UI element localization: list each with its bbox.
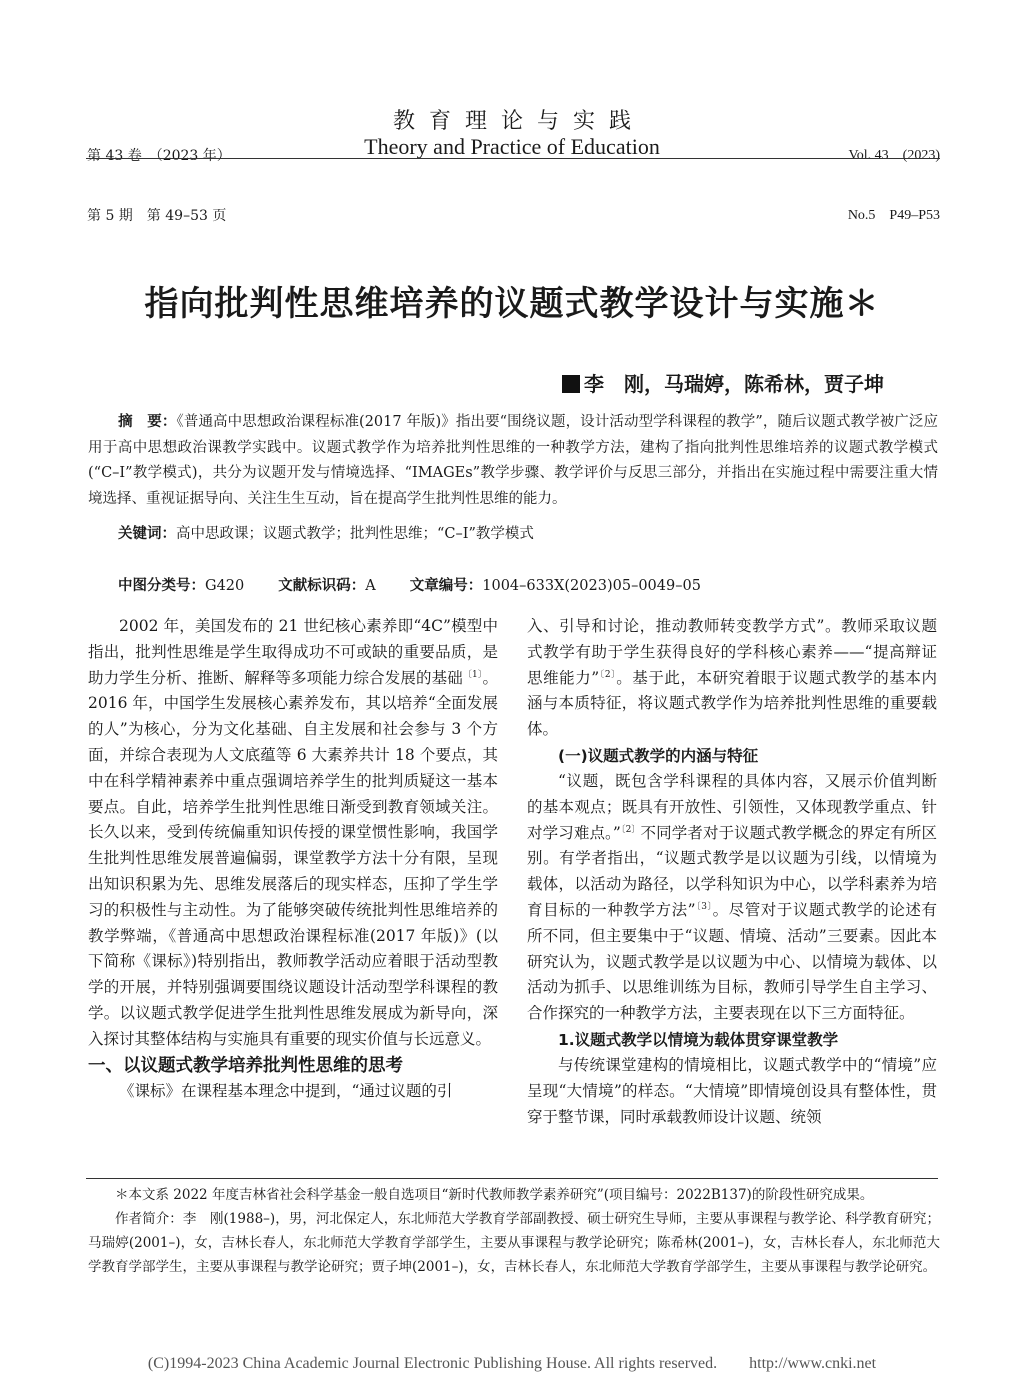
keywords-label: 关键词： xyxy=(118,526,176,542)
section-heading: 一、以议题式教学培养批判性思维的思考 xyxy=(88,1055,403,1076)
volume-line-en: Vol. 43 (2023) xyxy=(848,148,940,163)
abstract-text: 《普通高中思想政治课程标准(2017 年版)》指出要“围绕议题，设计活动型学科课程的教学”，随后议题式教学被广泛应用于高中思想政治课教学实践中。议题式教学作为培养批判性思维的一种教学方法，建构了指向批判性思维培养的议题式教学模式(“C–I”教学模式)，共分为议题开发与情境选择、“IMAGEs”教学步骤、教学评价与反思三部分，并指出在实施过程中需要注重大情境选择、重视证据导向、关注生生互动，旨在提高学生批判性思维的能力。 xyxy=(88,414,938,507)
citation-ref[interactable]: 〔2〕 xyxy=(620,824,641,835)
article-number-value: 1004–633X(2023)05–0049–05 xyxy=(482,578,701,594)
copyright-footer: (C)1994-2023 China Academic Journal Electronic Publishing House. All rights reserved. http://www.cnki.net xyxy=(147,1355,877,1372)
body-paragraph: 与传统课堂建构的情境相比，议题式教学中的“情境”应呈现“大情境”的样态。“大情境”即情境创设具有整体性，贯穿于整节课，同时承载教师设计议题、统领 xyxy=(527,1055,937,1126)
author-line xyxy=(562,368,884,397)
issue-pages-line-en: No.5 P49–P53 xyxy=(847,208,940,223)
author-bio: 作者简介：李 刚(1988–)，男，河北保定人，东北师范大学教育学部副教授、硕士研究生导师，主要从事课程与教学论、科学教育研究；马瑞婷(2001–)，女，吉林长春人，东北师范大学教育学部学生，主要从事课程与教学论研究；陈希林(2001–)，女，吉林长春人，东北师范大学教育学部学生，主要从事课程与教学论研究；贾子坤(2001–)，女，吉林长春人，东北师范大学教育学部学生，主要从事课程与教学论研究。 xyxy=(88,1211,940,1275)
abstract-label: 摘 要： xyxy=(118,414,177,430)
article-number-label: 文章编号： xyxy=(409,578,483,594)
footnote xyxy=(88,1183,940,1279)
doc-code-label: 文献标识码： xyxy=(278,578,366,594)
body-right-column xyxy=(527,614,937,1130)
body-paragraph: 入、引导和讨论，推动教师转变教学方式”。教师采取议题式教学有助于学生获得良好的学科核心素养——“提高辩证思维能力”$^{〔2〕}$。基于此，本研究着眼于议题式教学的基本内涵与本质特征，将议题式教学作为培养批判性思维的重要载体。 xyxy=(527,617,937,739)
citation-ref[interactable]: 〔3〕 xyxy=(695,901,713,912)
issue-info-en xyxy=(848,106,940,246)
author-names: 李 刚，马瑞婷，陈希林，贾子坤 xyxy=(584,372,884,396)
author-marker-icon xyxy=(562,375,580,393)
issue-pages-line: 第 5 期 第 49–53 页 xyxy=(87,208,227,224)
doc-code-value: A xyxy=(365,578,376,594)
body-paragraph: “议题，既包含学科课程的具体内容，又展示价值判断的基本观点；既具有开放性、引领性，又体现教学重点、针对学习难点。”$^{〔2〕}$不同学者对于议题式教学概念的界定有所区别。有学者指出，“议题式教学是以议题为引线，以情境为载体，以活动为路径，以学科知识为中心，以学科素养为培育目标的一种教学方法”$^{〔3〕}$。尽管对于议题式教学的论述有所不同，但主要集中于“议题、情境、活动”三要素。因此本研究认为，议题式教学是以议题为中心、以情境为载体、以活动为抓手、以思维训练为目标，教师引导学生自主学习、合作探究的一种教学方法，主要表现在以下三方面特征。 xyxy=(527,771,937,1023)
point-heading: 1.议题式教学以情境为载体贯穿课堂教学 xyxy=(558,1030,839,1049)
classification-row xyxy=(118,574,735,598)
body-left-column xyxy=(88,614,498,1104)
citation-ref[interactable]: 〔1〕 xyxy=(462,669,483,680)
body-paragraph: 2002 年，美国发布的 21 世纪核心素养即“4C”模型中指出，批判性思维是学生取得成功不可或缺的重要品质，是助力学生分析、推断、解释等多项能力综合发展的基础$^{〔1〕}$。2016 年，中国学生发展核心素养发布，其以培养“全面发展的人”为核心，分为文化基础、自主发展和社会参与 3 个方面，并综合表现为人文底蕴等 6 大素养共计 18 个要点，其中在科学精神素养中重点强调培养学生的批判质疑这一基本要点。自此，培养学生批判性思维日渐受到教育领域关注。长久以来，受到传统偏重知识传授的课堂惯性影响，我国学生批判性思维发展普遍偏弱，课堂教学方法十分有限，呈现出知识积累为先、思维发展落后的现实样态，压抑了学生学习的积极性与主动性。为了能够突破传统批判性思维培养的教学弊端，《普通高中思想政治课程标准(2017 年版)》(以下简称《课标》)特别指出，教师教学活动应着眼于活动型教学的开展，并特别强调要围绕议题设计活动型学科课程的教学。以议题式教学促进学生批判性思维发展成为新导向，深入探讨其整体结构与实施具有重要的现实价值与长远意义。 xyxy=(88,617,498,1048)
fund-note: ＊本文系 2022 年度吉林省社会科学基金一般自选项目“新时代教师教学素养研究”(项目编号：2022B137)的阶段性研究成果。 xyxy=(115,1187,874,1203)
body-paragraph: 《课标》在课程基本理念中提到，“通过议题的引 xyxy=(119,1081,453,1100)
subsection-heading: (一)议题式教学的内涵与特征 xyxy=(558,746,759,765)
volume-line: 第 43 卷 （2023 年） xyxy=(87,148,231,164)
citation-ref[interactable]: 〔2〕 xyxy=(599,669,617,680)
keywords xyxy=(118,522,938,546)
footnote-rule xyxy=(86,1178,938,1179)
clc-label: 中图分类号： xyxy=(118,578,205,594)
clc-value: G420 xyxy=(205,578,245,594)
header-rule xyxy=(86,158,940,159)
abstract xyxy=(88,410,938,512)
journal-title-en: Theory and Practice of Education xyxy=(364,134,660,159)
journal-title-cn: 教育理论与实践 xyxy=(392,109,645,134)
article-title: 指向批判性思维培养的议题式教学设计与实施＊ xyxy=(144,284,880,324)
keywords-text: 高中思政课；议题式教学；批判性思维；“C–I”教学模式 xyxy=(176,526,534,542)
